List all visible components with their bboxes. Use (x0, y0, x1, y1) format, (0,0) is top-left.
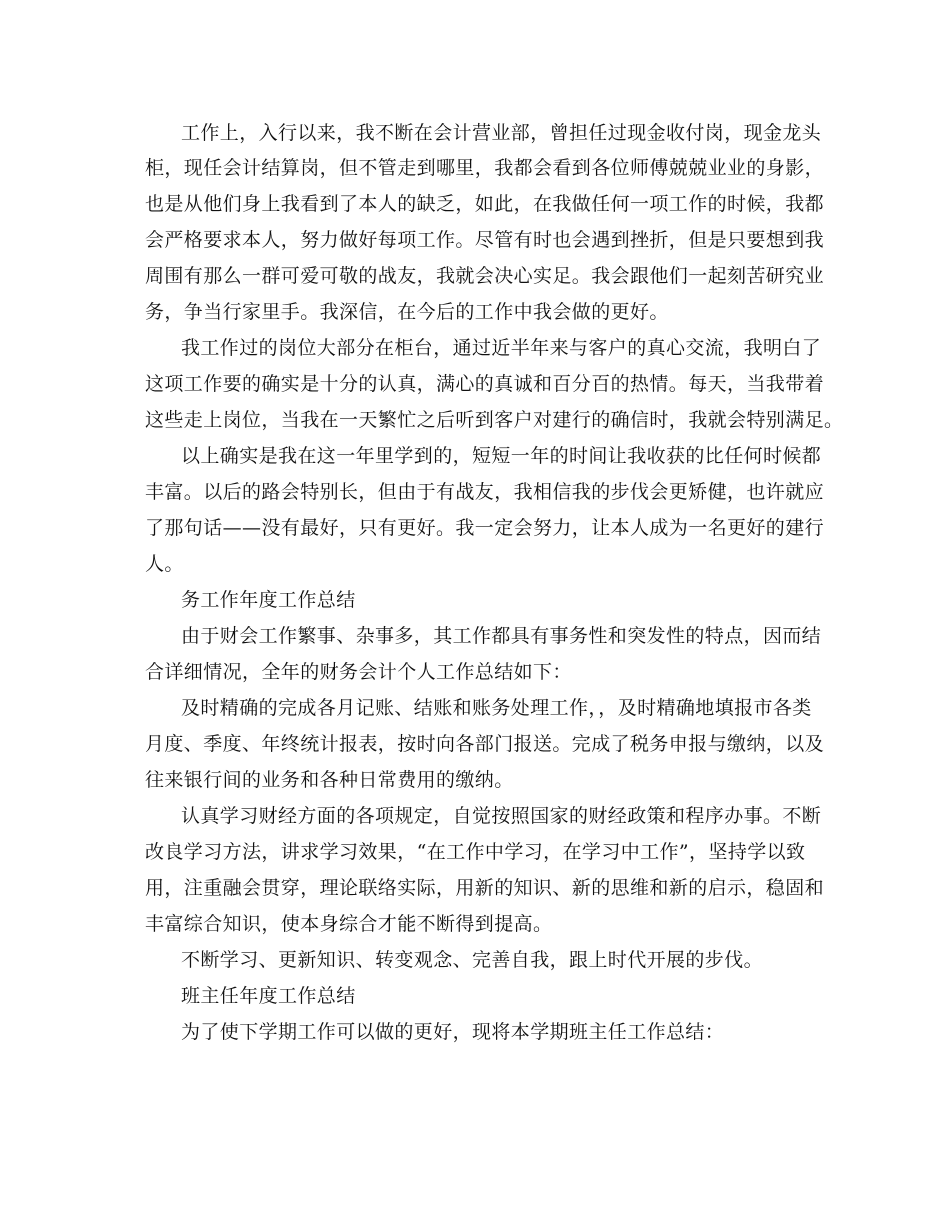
text-line: 工作上，入行以来，我不断在会计营业部，曾担任过现金收付岗，现金龙头 (181, 122, 822, 144)
text-line: 也是从他们身上我看到了本人的缺乏，如此，在我做任何一项工作的时候，我都 (145, 193, 825, 215)
text-line: 不断学习、更新知识、转变观念、完善自我，跟上时代开展的步伐。 (181, 949, 764, 971)
section-heading: 务工作年度工作总结 (181, 589, 356, 611)
text-line: 往来银行间的业务和各种日常费用的缴纳。 (145, 769, 514, 791)
text-line: 会严格要求本人，努力做好每项工作。尽管有时也会遇到挫折，但是只要想到我 (145, 229, 825, 251)
text-line: 周围有那么一群可爱可敬的战友，我就会决心实足。我会跟他们一起刻苦研究业 (145, 265, 825, 287)
text-line: 为了使下学期工作可以做的更好，现将本学期班主任工作总结： (181, 1021, 725, 1043)
text-line: 由于财会工作繁事、杂事多，其工作都具有事务性和突发性的特点，因而结 (181, 625, 822, 647)
text-line: 合详细情况，全年的财务会计个人工作总结如下： (145, 661, 572, 683)
text-line: 及时精确的完成各月记账、结账和账务处理工作，，及时精确地填报市各类 (181, 697, 812, 719)
text-line: 以上确实是我在这一年里学到的，短短一年的时间让我收获的比任何时候都 (181, 445, 822, 467)
text-line: 这项工作要的确实是十分的认真，满心的真诚和百分百的热情。每天，当我带着 (145, 373, 825, 395)
section-heading: 班主任年度工作总结 (181, 985, 356, 1007)
text-line: 务，争当行家里手。我深信，在今后的工作中我会做的更好。 (145, 301, 669, 323)
text-line: 认真学习财经方面的各项规定，自觉按照国家的财经政策和程序办事。不断 (181, 805, 822, 827)
text-line: 了那句话——没有最好，只有更好。我一定会努力，让本人成为一名更好的建行 (145, 517, 825, 539)
text-line: 柜，现任会计结算岗，但不管走到哪里，我都会看到各位师傅兢兢业业的身影， (145, 157, 825, 179)
text-line: 用，注重融会贯穿，理论联络实际，用新的知识、新的思维和新的启示，稳固和 (145, 877, 825, 899)
text-line: 丰富。以后的路会特别长，但由于有战友，我相信我的步伐会更矫健，也许就应 (145, 481, 825, 503)
text-line: 人。 (145, 553, 184, 575)
text-line: 我工作过的岗位大部分在柜台，通过近半年来与客户的真心交流，我明白了 (181, 337, 822, 359)
text-line: 月度、季度、年终统计报表，按时向各部门报送。完成了税务申报与缴纳，以及 (145, 733, 825, 755)
text-line: 改良学习方法，讲求学习效果，“在工作中学习，在学习中工作”，坚持学以致 (145, 841, 806, 863)
text-line: 这些走上岗位，当我在一天繁忙之后听到客户对建行的确信时，我就会特别满足。 (145, 409, 844, 431)
text-line: 丰富综合知识，使本身综合才能不断得到提高。 (145, 913, 553, 935)
